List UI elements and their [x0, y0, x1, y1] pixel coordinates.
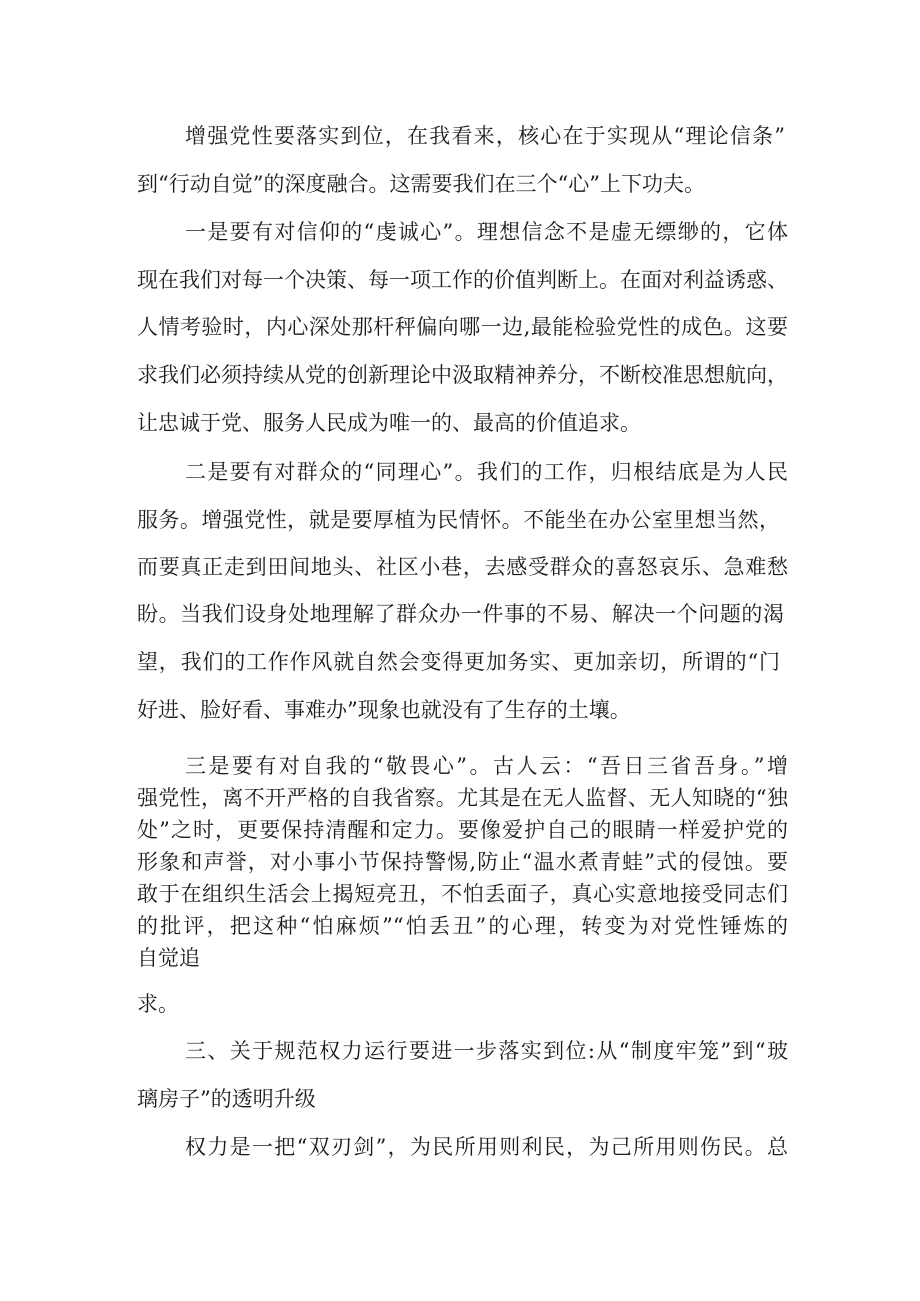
- paragraph-2-line: 现在我们对每一个决策、每一项工作的价值判断上。在面对利益诱惑、: [137, 268, 788, 292]
- paragraph-3-line: 盼。当我们设身处地理解了群众办一件事的不易、解决一个问题的渴: [137, 602, 784, 626]
- paragraph-3-line: 好进、脸好看、事难办”现象也就没有了生存的土壤。: [137, 698, 631, 722]
- paragraph-5-line: 权力是一把“双刃剑”，为民所用则利民，为己所用则伤民。总: [185, 1135, 788, 1159]
- paragraph-2-line: 一是要有对信仰的“虔诚心”。理想信念不是虚无缥缈的，它体: [185, 220, 788, 244]
- paragraph-3-line: 而要真正走到田间地头、社区小巷，去感受群众的喜怒哀乐、急难愁: [137, 555, 788, 579]
- paragraph-3-line: 服务。增强党性，就是要厚植为民情怀。不能坐在办公室里想当然，: [137, 508, 780, 532]
- section-heading-line: 三、关于规范权力运行要进一步落实到位:从“制度牢笼”到“玻: [185, 1039, 788, 1063]
- paragraph-4-line: 自觉追: [137, 946, 200, 970]
- section-heading-line: 璃房子”的透明升级: [137, 1087, 316, 1111]
- paragraph-1-line: 到“行动自觉”的深度融合。这需要我们在三个“心”上下功夫。: [137, 172, 705, 196]
- paragraph-4-line: 的批评，把这种“怕麻烦”“怕丢丑”的心理，转变为对党性锤炼的: [137, 914, 788, 938]
- paragraph-3-line: 二是要有对群众的“同理心”。我们的工作，归根结底是为人民: [185, 460, 788, 484]
- paragraph-2-line: 让忠诚于党、服务人民成为唯一的、最高的价值追求。: [137, 411, 641, 435]
- paragraph-4-line: 敢于在组织生活会上揭短亮丑，不怕丢面子，真心实意地接受同志们: [137, 882, 788, 906]
- paragraph-4-line: 求。: [137, 992, 179, 1016]
- paragraph-2-line: 求我们必须持续从党的创新理论中汲取精神养分，不断校准思想航向，: [137, 363, 788, 387]
- paragraph-4-line: 形象和声誉，对小事小节保持警惕,防止“温水煮青蛙”式的侵蚀。要: [137, 850, 788, 874]
- paragraph-4-line: 三是要有对自我的“敬畏心”。古人云：“吾日三省吾身。”增: [185, 754, 788, 778]
- paragraph-2-line: 人情考验时，内心深处那杆秤偏向哪一边,最能检验党性的成色。这要: [137, 315, 788, 339]
- paragraph-3-line: 望，我们的工作作风就自然会变得更加务实、更加亲切，所谓的“门: [137, 650, 780, 674]
- paragraph-4-line: 处”之时，更要保持清醒和定力。要像爱护自己的眼睛一样爱护党的: [137, 818, 788, 842]
- paragraph-4-line: 强党性，离不开严格的自我省察。尤其是在无人监督、无人知晓的“独: [137, 786, 788, 810]
- paragraph-1-line: 增强党性要落实到位，在我看来，核心在于实现从“理论信条”: [185, 124, 785, 148]
